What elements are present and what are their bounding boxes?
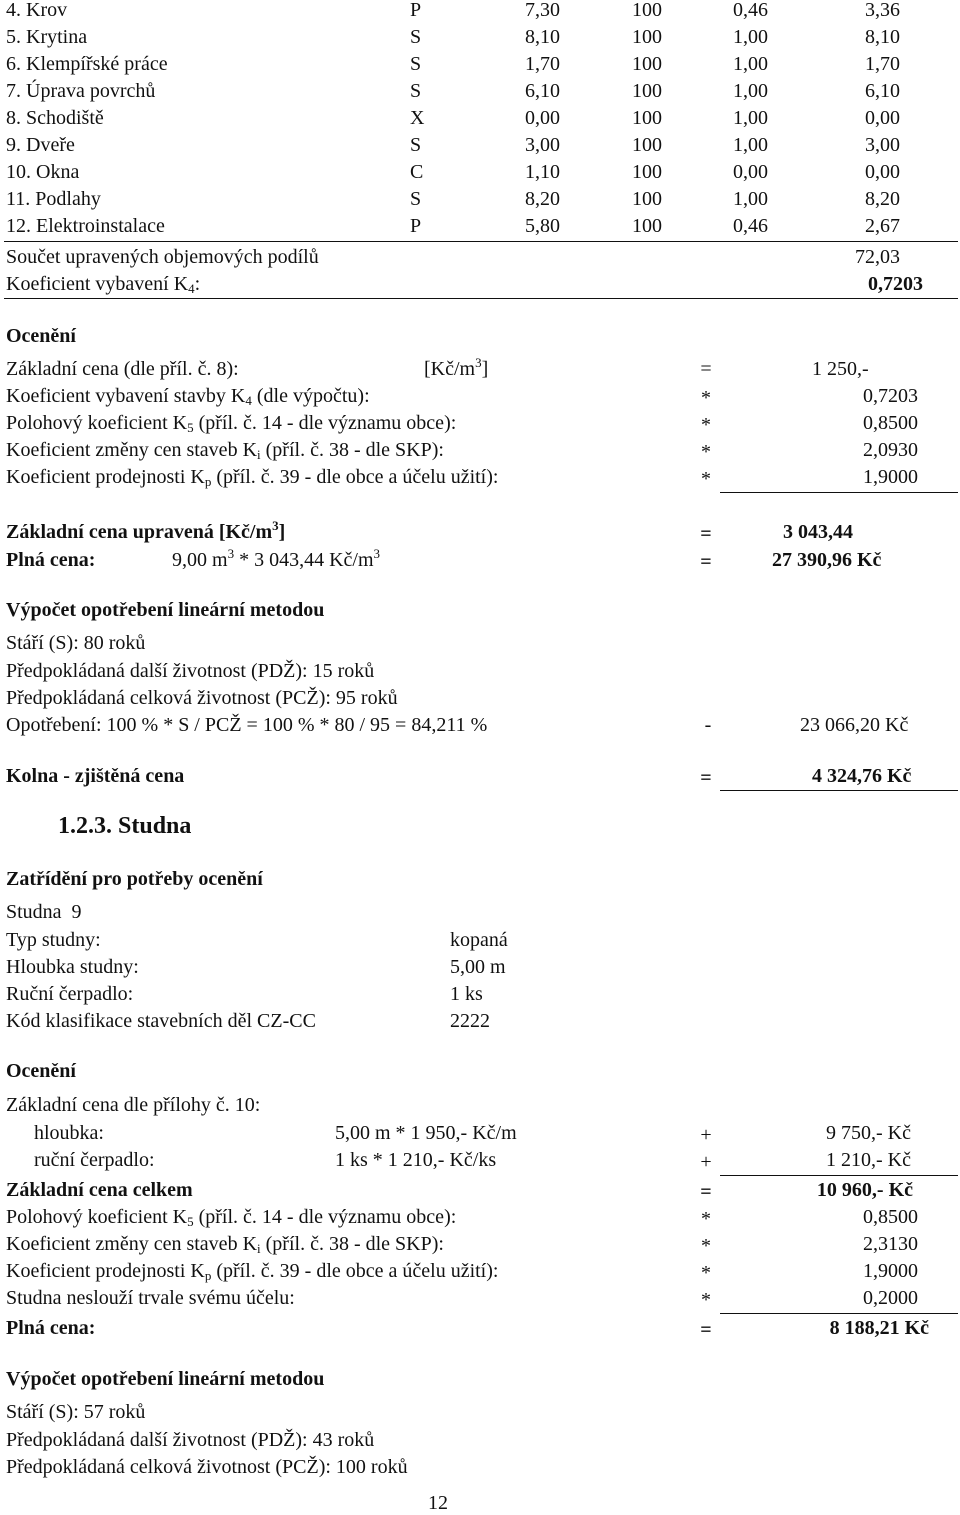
shed-price-value: 4 324,76 Kč xyxy=(812,765,912,787)
operator: = xyxy=(700,1319,712,1341)
property-value: kopaná xyxy=(450,929,508,951)
table-row-v1: 1,10 xyxy=(525,161,560,183)
table-row-v3: 1,00 xyxy=(733,134,768,156)
full-price-formula: 9,00 $m^3 * 3$ 043,44 $Kč/m^3$ xyxy=(172,546,380,571)
item-formula: 5,00 m * 1 950,- Kč/m xyxy=(335,1122,517,1144)
adjusted-base-price-label: Základní cena upravená $[Kč/m^3]$ xyxy=(6,518,286,543)
sum-rule xyxy=(720,790,958,791)
property-value: 2222 xyxy=(450,1010,490,1032)
table-row-name: 6. Klempířské práce xyxy=(6,53,168,75)
text-line: Předpokládaná celková životnost (PCŽ): 100 roků xyxy=(6,1456,408,1478)
full-price-label: Plná cena: xyxy=(6,1317,96,1339)
sum-value: 72,03 xyxy=(855,246,900,268)
coefficient-value: 1,9000 xyxy=(863,1260,918,1282)
operator: * xyxy=(701,468,711,490)
operator: * xyxy=(701,1235,711,1257)
table-row-v4: 1,70 xyxy=(865,53,900,75)
coefficient-value: 0,8500 xyxy=(863,412,918,434)
coefficient-value: 1,9000 xyxy=(863,466,918,488)
property-label: Typ studny: xyxy=(6,929,101,951)
table-row-v4: 6,10 xyxy=(865,80,900,102)
sum-rule xyxy=(720,492,958,493)
table-row-v2: 100 xyxy=(632,215,662,237)
table-rule xyxy=(4,241,958,242)
section-heading: Ocenění xyxy=(6,1060,76,1082)
operator: - xyxy=(704,714,712,736)
table-row-v3: 0,46 xyxy=(733,0,768,21)
base-total-value: 10 960,- Kč xyxy=(816,1179,913,1201)
table-row-name: 4. Krov xyxy=(6,0,68,21)
operator: + xyxy=(700,1151,712,1173)
table-rule xyxy=(4,298,958,299)
coefficient-label: Polohový koeficient $K_5$ (příl. č. 14 - dle významu obce): xyxy=(6,1206,457,1229)
text-line: Stáří (S): 57 roků xyxy=(6,1401,146,1423)
depreciation-calc: Opotřebení: 100 % * S / PCŽ = 100 % * 80 / 95 = 84,211 % xyxy=(6,714,488,736)
section-title: 1.2.3. Studna xyxy=(58,813,192,839)
table-row-v3: 1,00 xyxy=(733,107,768,129)
table-row-cat: X xyxy=(410,107,425,129)
table-row-v2: 100 xyxy=(632,134,662,156)
item-value: 9 750,- Kč xyxy=(826,1122,911,1144)
depreciation-value: 23 066,20 Kč xyxy=(800,714,909,736)
table-row-v3: 1,00 xyxy=(733,26,768,48)
table-row-v2: 100 xyxy=(632,0,662,21)
table-row-v1: 0,00 xyxy=(525,107,560,129)
table-row-v1: 6,10 xyxy=(525,80,560,102)
table-row-v4: 8,10 xyxy=(865,26,900,48)
sum-label: Součet upravených objemových podílů xyxy=(6,246,319,268)
table-row-name: 5. Krytina xyxy=(6,26,88,48)
table-row-cat: P xyxy=(410,0,422,21)
table-row-cat: S xyxy=(410,134,422,156)
coefficient-label: Studna neslouží trvale svému účelu: xyxy=(6,1287,295,1309)
equipment-coefficient-value: 0,7203 xyxy=(868,273,923,295)
table-row-v2: 100 xyxy=(632,161,662,183)
table-row-v3: 0,46 xyxy=(733,215,768,237)
coefficient-value: 2,0930 xyxy=(863,439,918,461)
property-label: Kód klasifikace stavebních děl CZ-CC xyxy=(6,1010,316,1032)
section-heading: Zatřídění pro potřeby ocenění xyxy=(6,868,263,890)
item-label: ruční čerpadlo: xyxy=(34,1149,155,1171)
item-label: hloubka: xyxy=(34,1122,104,1144)
base-total-label: Základní cena celkem xyxy=(6,1179,193,1201)
base-price-unit: $[Kč/m^3]$ xyxy=(424,355,489,380)
table-row-v1: 8,10 xyxy=(525,26,560,48)
property-value: 1 ks xyxy=(450,983,483,1005)
coefficient-label: Koeficient prodejnosti $K_p$ (příl. č. 39 - dle obce a účelu užití): xyxy=(6,466,499,489)
table-row-v1: 3,00 xyxy=(525,134,560,156)
item-value: 1 210,- Kč xyxy=(826,1149,911,1171)
section-heading: Výpočet opotřebení lineární metodou xyxy=(6,599,325,621)
table-row-v3: 1,00 xyxy=(733,188,768,210)
text-line: Stáří (S): 80 roků xyxy=(6,632,146,654)
table-row-v2: 100 xyxy=(632,188,662,210)
coefficient-value: 0,2000 xyxy=(863,1287,918,1309)
coefficient-value: 0,8500 xyxy=(863,1206,918,1228)
operator: = xyxy=(700,551,712,573)
table-row-v1: 5,80 xyxy=(525,215,560,237)
table-row-v4: 0,00 xyxy=(865,107,900,129)
table-row-v3: 1,00 xyxy=(733,80,768,102)
coefficient-label: Koeficient změny cen staveb $K_i$ (příl. č. 38 - dle SKP): xyxy=(6,439,444,462)
item-formula: 1 ks * 1 210,- Kč/ks xyxy=(335,1149,497,1171)
section-heading: Ocenění xyxy=(6,325,76,347)
coefficient-value: 0,7203 xyxy=(863,385,918,407)
table-row-name: 8. Schodiště xyxy=(6,107,104,129)
table-row-name: 7. Úprava povrchů xyxy=(6,80,156,102)
operator: * xyxy=(701,1289,711,1311)
operator: = xyxy=(700,767,712,789)
table-row-v4: 8,20 xyxy=(865,188,900,210)
well-number: Studna 9 xyxy=(6,901,82,923)
table-row-cat: P xyxy=(410,215,422,237)
coefficient-value: 2,3130 xyxy=(863,1233,918,1255)
operator: = xyxy=(700,358,712,380)
sum-rule xyxy=(720,1313,958,1314)
operator: * xyxy=(701,1208,711,1230)
table-row-v2: 100 xyxy=(632,26,662,48)
sum-rule xyxy=(720,1175,958,1176)
table-row-v2: 100 xyxy=(632,53,662,75)
operator: + xyxy=(700,1124,712,1146)
table-row-cat: S xyxy=(410,26,422,48)
table-row-v4: 3,00 xyxy=(865,134,900,156)
table-row-cat: S xyxy=(410,188,422,210)
full-price-value: 8 188,21 Kč xyxy=(829,1317,929,1339)
table-row-name: 12. Elektroinstalace xyxy=(6,215,165,237)
operator: = xyxy=(700,523,712,545)
table-row-name: 9. Dveře xyxy=(6,134,75,156)
text-line: Předpokládaná další životnost (PDŽ): 43 roků xyxy=(6,1429,375,1451)
base-price-value: 1 250,- xyxy=(812,358,869,380)
table-row-name: 10. Okna xyxy=(6,161,80,183)
table-row-v4: 2,67 xyxy=(865,215,900,237)
full-price-label: Plná cena: xyxy=(6,549,96,571)
base-price-label: Základní cena (dle příl. č. 8): xyxy=(6,358,239,380)
table-row-v1: 8,20 xyxy=(525,188,560,210)
table-row-v3: 1,00 xyxy=(733,53,768,75)
operator: * xyxy=(701,387,711,409)
shed-price-label: Kolna - zjištěná cena xyxy=(6,765,185,787)
table-row-v2: 100 xyxy=(632,107,662,129)
coefficient-label: Koeficient změny cen staveb $K_i$ (příl. č. 38 - dle SKP): xyxy=(6,1233,444,1256)
operator: * xyxy=(701,1262,711,1284)
adjusted-base-price-value: 3 043,44 xyxy=(783,521,853,543)
section-heading: Výpočet opotřebení lineární metodou xyxy=(6,1368,325,1390)
table-row-v3: 0,00 xyxy=(733,161,768,183)
full-price-value: 27 390,96 Kč xyxy=(772,549,882,571)
operator: * xyxy=(701,441,711,463)
table-row-cat: S xyxy=(410,80,422,102)
coefficient-label: Polohový koeficient $K_5$ (příl. č. 14 - dle významu obce): xyxy=(6,412,457,435)
operator: = xyxy=(700,1181,712,1203)
property-label: Hloubka studny: xyxy=(6,956,139,978)
table-row-v4: 0,00 xyxy=(865,161,900,183)
equipment-coefficient-label: Koeficient vybavení $K_4$: xyxy=(6,273,201,296)
table-row-v1: 7,30 xyxy=(525,0,560,21)
property-value: 5,00 m xyxy=(450,956,506,978)
table-row-v4: 3,36 xyxy=(865,0,900,21)
table-row-v2: 100 xyxy=(632,80,662,102)
table-row-cat: C xyxy=(410,161,424,183)
text-line: Předpokládaná celková životnost (PCŽ): 95 roků xyxy=(6,687,398,709)
property-label: Ruční čerpadlo: xyxy=(6,983,134,1005)
table-row-name: 11. Podlahy xyxy=(6,188,101,210)
text-line: Předpokládaná další životnost (PDŽ): 15 roků xyxy=(6,660,375,682)
coefficient-label: Koeficient vybavení stavby $K_4$ (dle výpočtu): xyxy=(6,385,370,408)
page-number: 12 xyxy=(428,1492,448,1514)
table-row-cat: S xyxy=(410,53,422,75)
coefficient-label: Koeficient prodejnosti $K_p$ (příl. č. 39 - dle obce a účelu užití): xyxy=(6,1260,499,1283)
table-row-v1: 1,70 xyxy=(525,53,560,75)
operator: * xyxy=(701,414,711,436)
base-price-label: Základní cena dle přílohy č. 10: xyxy=(6,1094,261,1116)
